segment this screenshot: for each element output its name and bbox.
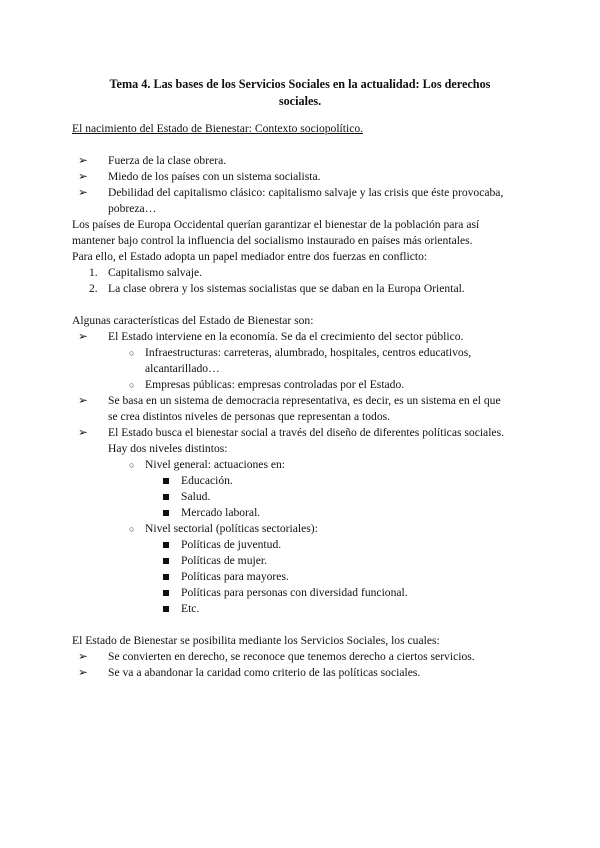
paragraph-line: mantener bajo control la influencia del socialismo instaurado en países más orientales. [72, 234, 473, 247]
section3-intro: El Estado de Bienestar se posibilita mediante los Servicios Sociales, los cuales: [72, 634, 440, 647]
circle-bullet-icon: ○ [129, 348, 135, 358]
arrow-bullet-icon: ➢ [78, 394, 88, 407]
list-item [72, 665, 532, 681]
sub-list-item-continuation [72, 361, 532, 377]
list-item-continuation [72, 201, 532, 217]
item-number: 1. [89, 266, 98, 279]
arrow-bullet-icon: ➢ [78, 650, 88, 663]
list-item [72, 153, 532, 169]
square-bullet-icon [163, 494, 169, 500]
sub-sub-list-item-text: Educación. [181, 474, 233, 487]
list-item-text: Hay dos niveles distintos: [108, 442, 228, 455]
sub-sub-list-item [72, 537, 532, 553]
sub-sub-list-item [72, 585, 532, 601]
circle-bullet-icon: ○ [129, 460, 135, 470]
sub-sub-list-item-text: Políticas de mujer. [181, 554, 267, 567]
arrow-bullet-icon: ➢ [78, 170, 88, 183]
sub-sub-list-item-text: Políticas de juventud. [181, 538, 282, 551]
sub-sub-list-item-text: Políticas para personas con diversidad funcional. [181, 586, 408, 599]
title-line-1: Tema 4. Las bases de los Servicios Sociales en la actualidad: Los derechos [109, 77, 491, 91]
section1-bullet-list [72, 153, 532, 217]
list-item-continuation [72, 441, 532, 457]
numbered-item-text: La clase obrera y los sistemas socialistas que se daban en la Europa Oriental. [108, 282, 465, 295]
list-item-continuation [72, 409, 532, 425]
section3 [72, 633, 532, 681]
sub-list-item [72, 457, 532, 473]
list-item-text: se crea distintos niveles de personas que representan a todos. [108, 410, 391, 423]
sub-list-item [72, 377, 532, 393]
list-item [72, 425, 532, 441]
arrow-bullet-icon: ➢ [78, 154, 88, 167]
section1-numbered-list [72, 265, 532, 297]
list-item-text: Se va a abandonar la caridad como criterio de las políticas sociales. [108, 666, 421, 679]
sub-sub-list-item [72, 553, 532, 569]
sub-sub-list-item [72, 601, 532, 617]
list-item [72, 393, 532, 409]
square-bullet-icon [163, 558, 169, 564]
list-item-text: Debilidad del capitalismo clásico: capitalismo salvaje y las crisis que éste provocaba, [108, 186, 504, 199]
item-number: 2. [89, 282, 98, 295]
sub-list-item [72, 345, 532, 361]
square-bullet-icon [163, 606, 169, 612]
arrow-bullet-icon: ➢ [78, 666, 88, 679]
sub-list-item-text: Empresas públicas: empresas controladas por el Estado. [145, 378, 405, 391]
section-heading: El nacimiento del Estado de Bienestar: Contexto sociopolítico. [72, 122, 364, 135]
section2-intro: Algunas características del Estado de Bienestar son: [72, 314, 314, 327]
section1-paragraph [72, 217, 532, 265]
circle-bullet-icon: ○ [129, 524, 135, 534]
list-item [72, 169, 532, 185]
arrow-bullet-icon: ➢ [78, 426, 88, 439]
list-item [72, 329, 532, 345]
paragraph-line: Para ello, el Estado adopta un papel mediador entre dos fuerzas en conflicto: [72, 250, 428, 263]
sub-sub-list-item-text: Etc. [181, 602, 200, 615]
sub-sub-list-item-text: Salud. [181, 490, 211, 503]
section2 [72, 313, 532, 617]
circle-bullet-icon: ○ [129, 380, 135, 390]
document-title [80, 76, 520, 110]
numbered-item [72, 281, 532, 297]
sub-sub-list-item [72, 505, 532, 521]
list-item-text: El Estado interviene en la economía. Se da el crecimiento del sector público. [108, 330, 464, 343]
list-item-text: Miedo de los países con un sistema socialista. [108, 170, 321, 183]
list-item [72, 185, 532, 201]
list-item-text: Fuerza de la clase obrera. [108, 154, 227, 167]
sub-list-item-text: Infraestructuras: carreteras, alumbrado, hospitales, centros educativos, [145, 346, 472, 359]
arrow-bullet-icon: ➢ [78, 186, 88, 199]
list-item [72, 649, 532, 665]
sub-sub-list-item-text: Políticas para mayores. [181, 570, 289, 583]
sub-list-item-text: Nivel sectorial (políticas sectoriales): [145, 522, 318, 535]
list-item-text: Se convierten en derecho, se reconoce que tenemos derecho a ciertos servicios. [108, 650, 475, 663]
sub-list-item-text: Nivel general: actuaciones en: [145, 458, 286, 471]
sub-sub-list-item [72, 473, 532, 489]
list-item-text: pobreza… [108, 202, 157, 215]
numbered-item-text: Capitalismo salvaje. [108, 266, 203, 279]
sub-sub-list-item [72, 489, 532, 505]
square-bullet-icon [163, 574, 169, 580]
paragraph-line: Los países de Europa Occidental querían garantizar el bienestar de la población para así [72, 218, 480, 231]
sub-sub-list-item-text: Mercado laboral. [181, 506, 261, 519]
title-line-2: sociales. [278, 94, 322, 108]
square-bullet-icon [163, 590, 169, 596]
list-item-text: Se basa en un sistema de democracia representativa, es decir, es un sistema en el que [108, 394, 501, 407]
square-bullet-icon [163, 542, 169, 548]
sub-sub-list-item [72, 569, 532, 585]
sub-list-item [72, 521, 532, 537]
list-item-text: El Estado busca el bienestar social a través del diseño de diferentes políticas sociales. [108, 426, 504, 439]
sub-list-item-text: alcantarillado… [145, 362, 220, 375]
square-bullet-icon [163, 478, 169, 484]
square-bullet-icon [163, 510, 169, 516]
numbered-item [72, 265, 532, 281]
arrow-bullet-icon: ➢ [78, 330, 88, 343]
